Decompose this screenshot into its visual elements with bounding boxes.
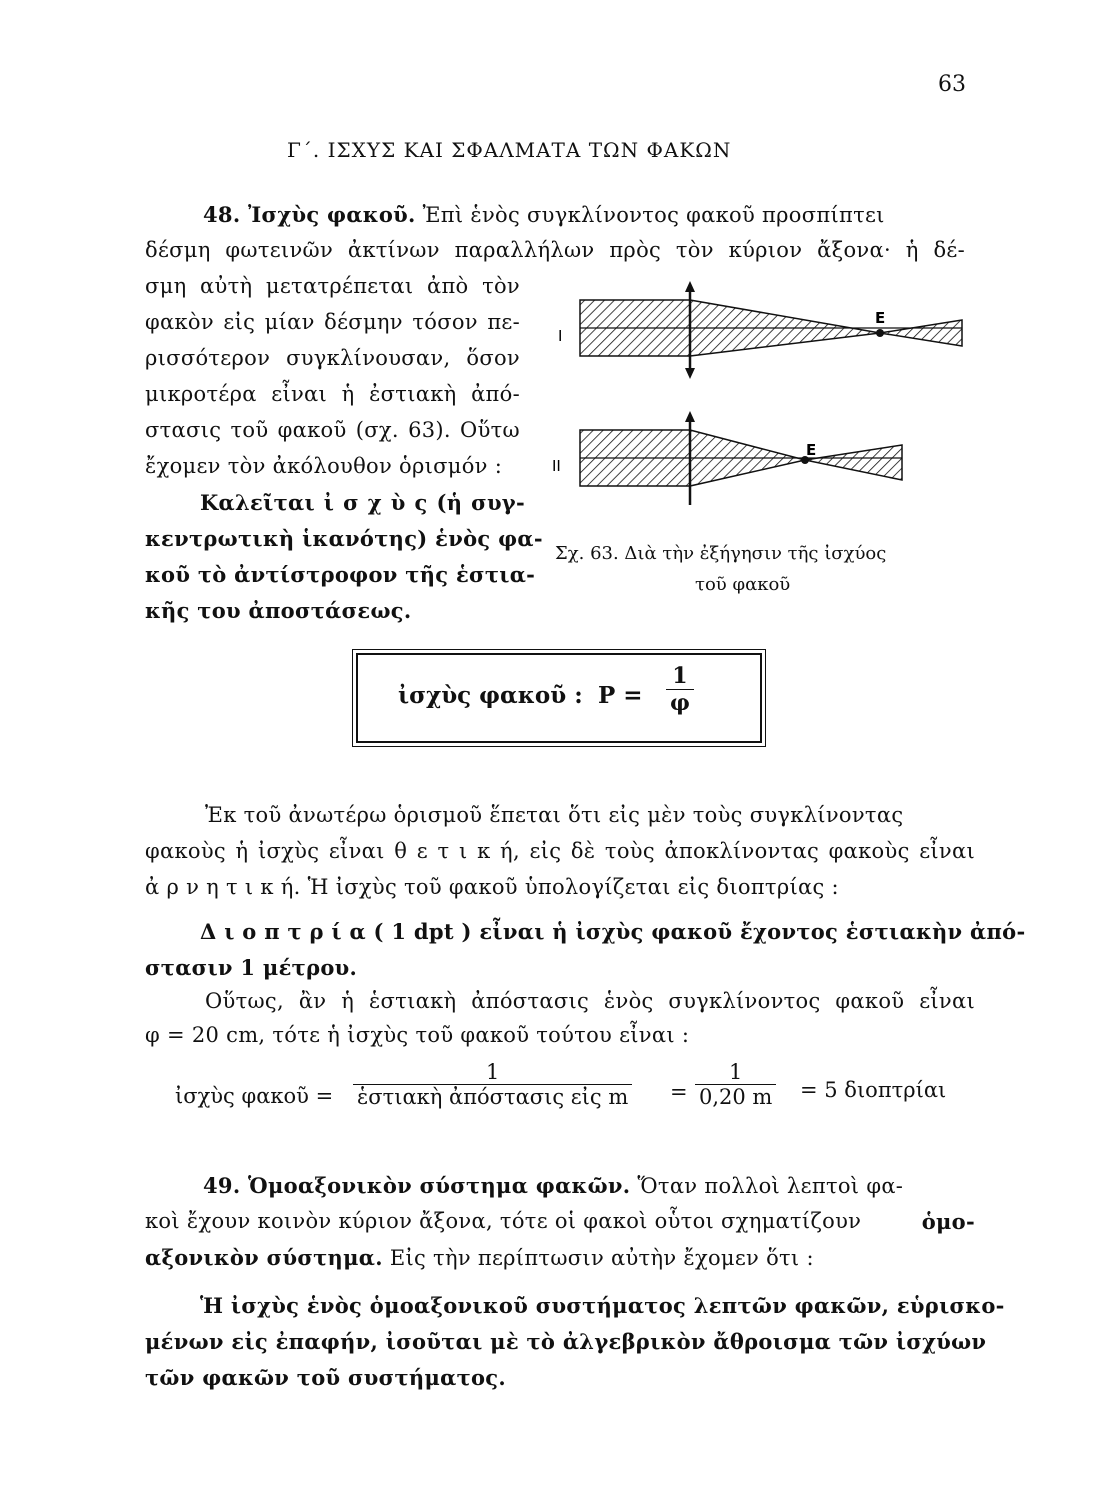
sec48-definition-line: κοῦ τὸ ἀντίστροφον τῆς ἑστια- [145,562,536,587]
example-denominator-2: 0,20 m [699,1085,773,1109]
sec48-line1 [203,202,885,227]
example-equals: = [670,1080,688,1104]
sec49-line1 [203,1173,903,1198]
example-line1: Οὕτως, ἂν ἡ ἑστιακὴ ἀπόστασις ἑνὸς συγκλίνοντος φακοῦ εἶναι [205,989,975,1013]
sec49-line3-text: Εἰς τὴν περίπτωσιν αὐτὴν ἔχομεν ὅτι : [389,1246,814,1270]
sec48-narrow-line: σμη αὐτὴ μετατρέπεται ἀπὸ τὸν [145,274,520,298]
para-after-line: ἀ ρ ν η τ ι κ ή. Ἡ ἰσχὺς τοῦ φακοῦ ὑπολογίζεται εἰς διοπτρίας : [145,875,839,899]
lens-figure [540,275,970,505]
sec49-rule-line: μένων εἰς ἐπαφήν, ἰσοῦται μὲ τὸ ἀλγεβρικὸν ἄθροισμα τῶν ἰσχύων [145,1329,987,1354]
example-fraction-2 [695,1060,776,1109]
diagram-two [552,411,902,505]
sec48-definition-line: Καλεῖται ἰ σ χ ὺ ς (ἡ συγ- [200,490,525,515]
example-lhs: ἰσχὺς φακοῦ = [175,1084,334,1108]
diverging-beam-two [805,445,902,480]
focus-point-one [876,329,884,337]
para-after-line: φακοὺς ἡ ἰσχὺς εἶναι θ ε τ ι κ ή, εἰς δὲ τοὺς ἀποκλίνοντας φακοὺς εἶναι [145,839,975,863]
example-numerator-2: 1 [695,1060,776,1085]
sec48-definition-line: κῆς του ἀποστάσεως. [145,598,412,623]
sec49-line3 [145,1245,814,1270]
sec48-narrow-line: ρισσότερον συγκλίνουσαν, ὅσον [145,346,520,370]
example-formula [175,1060,975,1130]
power-formula-box [356,653,762,743]
para-after-line: Ἐκ τοῦ ἀνωτέρω ὁρισμοῦ ἕπεται ὅτι εἰς μὲν τοὺς συγκλίνοντας [205,803,904,827]
lens-arrow-up-icon [685,411,695,422]
focus-label-one: E [875,309,886,327]
sec48-narrow-line: μικροτέρα εἶναι ἡ ἐστιακὴ ἀπό- [145,382,520,406]
sec49-heading: 49. Ὁμοαξονικὸν σύστημα φακῶν. [203,1173,631,1198]
figure-caption-line1: Σχ. 63. Διὰ τὴν ἐξήγησιν τῆς ἰσχύος [555,543,887,564]
sec49-rule-line: τῶν φακῶν τοῦ συστήματος. [145,1365,507,1390]
label-one: I [558,327,563,345]
label-two: II [552,457,561,475]
sec49-line2 [145,1209,975,1234]
formula-label: ἰσχὺς φακοῦ : [398,682,583,709]
sec48-full-line: δέσμη φωτεινῶν ἀκτίνων παραλλήλων πρὸς τὸν κύριον ἄξονα· ἡ δέ- [145,238,965,262]
diverging-beam-one [880,320,962,346]
lens-arrow-down-icon [685,368,695,379]
diopter-definition-line2: στασιν 1 μέτρου. [145,955,358,980]
formula-fraction [666,663,694,716]
diopter-definition-line1: Δ ι ο π τ ρ ί α ( 1 dpt ) εἶναι ἡ ἰσχὺς φακοῦ ἔχοντος ἑστιακὴν ἀπό- [200,919,1026,944]
example-result: = 5 διοπτρίαι [800,1078,947,1102]
sec48-narrow-line: ἔχομεν τὸν ἀκόλουθον ὁρισμόν : [145,454,503,478]
lens-arrow-up-icon [685,281,695,292]
sec49-line3-bold: αξονικὸν σύστημα. [145,1245,383,1270]
sec48-narrow-line: φακὸν εἰς μίαν δέσμην τόσον πε- [145,310,520,334]
sec49-line1-rest: Ὅταν πολλοὶ λεπτοὶ φα- [637,1174,904,1198]
formula-lhs: P = [598,682,643,709]
sec48-narrow-line: στασις τοῦ φακοῦ (σχ. 63). Οὕτω [145,418,520,442]
example-line2: φ = 20 cm, τότε ἡ ἰσχὺς τοῦ φακοῦ τούτου εἶναι : [145,1023,690,1047]
sec48-heading: 48. Ἰσχὺς φακοῦ. [203,202,416,227]
sec49-rule-line: Ἡ ἰσχὺς ἑνὸς ὁμοαξονικοῦ συστήματος λεπτῶν φακῶν, εὑρισκο- [200,1293,1005,1318]
sec49-line2-bold: ὁμο- [921,1209,975,1234]
example-numerator-1: 1 [353,1060,632,1085]
focus-label-two: E [806,441,817,459]
example-fraction-1 [353,1060,632,1109]
sec49-line2-text: κοὶ ἔχουν κοινὸν κύριον ἄξονα, τότε οἱ φακοὶ οὗτοι σχηματίζουν [145,1209,862,1233]
diagram-one [558,281,962,379]
sec48-line1-rest: Ἐπὶ ἑνὸς συγκλίνοντος φακοῦ προσπίπτει [422,203,885,227]
page-number: 63 [938,72,966,97]
sec48-definition-line: κεντρωτικὴ ἱκανότης) ἑνὸς φα- [145,526,543,551]
section-title: Γ΄. ΙΣΧΥΣ ΚΑΙ ΣΦΑΛΜΑΤΑ ΤΩΝ ΦΑΚΩΝ [287,138,732,162]
example-denominator-1: ἑστιακὴ ἀπόστασις εἰς m [357,1085,629,1109]
formula-numerator: 1 [666,663,694,690]
figure-caption-line2: τοῦ φακοῦ [695,574,791,595]
formula-denominator: φ [670,690,690,716]
